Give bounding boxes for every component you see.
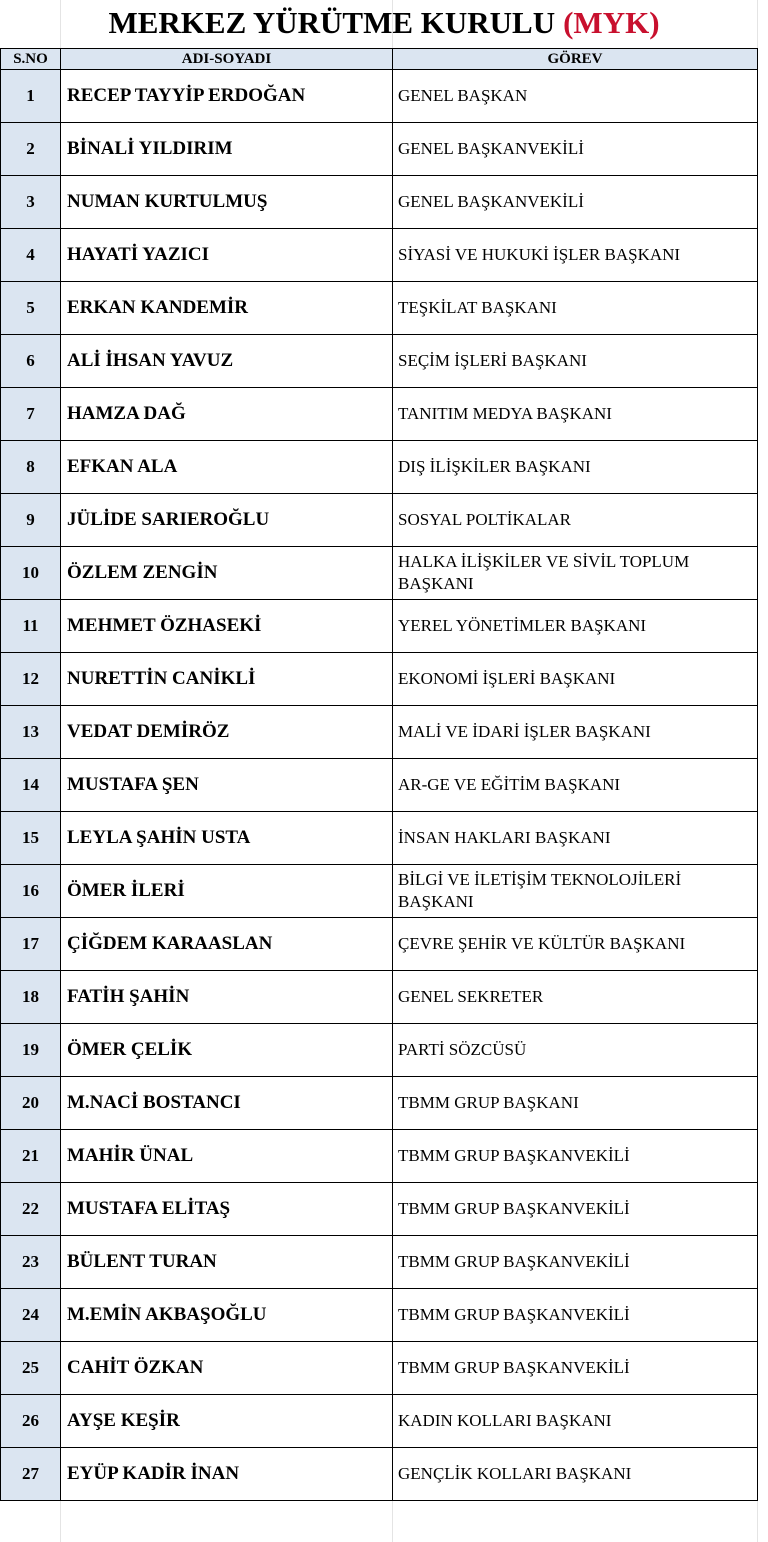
cell-duty[interactable]: BİLGİ VE İLETİŞİM TEKNOLOJİLERİ BAŞKANI: [393, 865, 758, 918]
table-row: [1, 70, 758, 123]
table-row: [1, 441, 758, 494]
cell-duty[interactable]: İNSAN HAKLARI BAŞKANI: [393, 812, 758, 865]
cell-name[interactable]: BİNALİ YILDIRIM: [61, 123, 393, 176]
table-row: [1, 1024, 758, 1077]
cell-name[interactable]: FATİH ŞAHİN: [61, 971, 393, 1024]
header-duty[interactable]: GÖREV: [393, 49, 758, 70]
table-row: [1, 123, 758, 176]
table-row: [1, 653, 758, 706]
cell-duty[interactable]: TBMM GRUP BAŞKANVEKİLİ: [393, 1183, 758, 1236]
cell-duty[interactable]: HALKA İLİŞKİLER VE SİVİL TOPLUM BAŞKANI: [393, 547, 758, 600]
cell-name[interactable]: JÜLİDE SARIEROĞLU: [61, 494, 393, 547]
members-table: [0, 48, 758, 1501]
cell-name[interactable]: ÖZLEM ZENGİN: [61, 547, 393, 600]
table-row: [1, 1448, 758, 1501]
cell-no[interactable]: 21: [1, 1130, 61, 1183]
cell-no[interactable]: 1: [1, 70, 61, 123]
cell-no[interactable]: 11: [1, 600, 61, 653]
cell-duty[interactable]: GENEL SEKRETER: [393, 971, 758, 1024]
cell-duty[interactable]: AR-GE VE EĞİTİM BAŞKANI: [393, 759, 758, 812]
table-row: [1, 918, 758, 971]
cell-duty[interactable]: TBMM GRUP BAŞKANVEKİLİ: [393, 1289, 758, 1342]
cell-duty[interactable]: TBMM GRUP BAŞKANVEKİLİ: [393, 1342, 758, 1395]
cell-no[interactable]: 8: [1, 441, 61, 494]
cell-duty[interactable]: GENEL BAŞKANVEKİLİ: [393, 176, 758, 229]
cell-duty[interactable]: DIŞ İLİŞKİLER BAŞKANI: [393, 441, 758, 494]
table-row: [1, 706, 758, 759]
cell-name[interactable]: NURETTİN CANİKLİ: [61, 653, 393, 706]
cell-no[interactable]: 20: [1, 1077, 61, 1130]
cell-no[interactable]: 26: [1, 1395, 61, 1448]
cell-name[interactable]: ERKAN KANDEMİR: [61, 282, 393, 335]
table-row: [1, 229, 758, 282]
cell-name[interactable]: ÇİĞDEM KARAASLAN: [61, 918, 393, 971]
cell-duty[interactable]: YEREL YÖNETİMLER BAŞKANI: [393, 600, 758, 653]
cell-duty[interactable]: EKONOMİ İŞLERİ BAŞKANI: [393, 653, 758, 706]
cell-no[interactable]: 5: [1, 282, 61, 335]
cell-no[interactable]: 27: [1, 1448, 61, 1501]
cell-name[interactable]: MUSTAFA ELİTAŞ: [61, 1183, 393, 1236]
cell-no[interactable]: 16: [1, 865, 61, 918]
table-row: [1, 282, 758, 335]
cell-no[interactable]: 6: [1, 335, 61, 388]
cell-no[interactable]: 25: [1, 1342, 61, 1395]
cell-duty[interactable]: KADIN KOLLARI BAŞKANI: [393, 1395, 758, 1448]
table-row: [1, 547, 758, 600]
cell-no[interactable]: 3: [1, 176, 61, 229]
table-row: [1, 494, 758, 547]
cell-no[interactable]: 10: [1, 547, 61, 600]
table-row: [1, 1183, 758, 1236]
table-row: [1, 1395, 758, 1448]
page-title: [0, 0, 768, 46]
cell-name[interactable]: HAYATİ YAZICI: [61, 229, 393, 282]
cell-name[interactable]: MEHMET ÖZHASEKİ: [61, 600, 393, 653]
table-row: [1, 971, 758, 1024]
cell-name[interactable]: BÜLENT TURAN: [61, 1236, 393, 1289]
header-no[interactable]: S.NO: [1, 49, 61, 70]
cell-name[interactable]: EYÜP KADİR İNAN: [61, 1448, 393, 1501]
title-main: MERKEZ YÜRÜTME KURULU: [108, 5, 556, 40]
cell-name[interactable]: VEDAT DEMİRÖZ: [61, 706, 393, 759]
cell-duty[interactable]: SOSYAL POLTİKALAR: [393, 494, 758, 547]
cell-name[interactable]: ÖMER ÇELİK: [61, 1024, 393, 1077]
table-row: [1, 1289, 758, 1342]
table-row: [1, 812, 758, 865]
cell-no[interactable]: 17: [1, 918, 61, 971]
table-row: [1, 1342, 758, 1395]
cell-duty[interactable]: TBMM GRUP BAŞKANI: [393, 1077, 758, 1130]
cell-duty[interactable]: MALİ VE İDARİ İŞLER BAŞKANI: [393, 706, 758, 759]
cell-no[interactable]: 24: [1, 1289, 61, 1342]
cell-no[interactable]: 2: [1, 123, 61, 176]
cell-no[interactable]: 14: [1, 759, 61, 812]
cell-name[interactable]: RECEP TAYYİP ERDOĞAN: [61, 70, 393, 123]
cell-no[interactable]: 19: [1, 1024, 61, 1077]
cell-name[interactable]: HAMZA DAĞ: [61, 388, 393, 441]
cell-duty[interactable]: ÇEVRE ŞEHİR VE KÜLTÜR BAŞKANI: [393, 918, 758, 971]
cell-no[interactable]: 13: [1, 706, 61, 759]
cell-no[interactable]: 18: [1, 971, 61, 1024]
table-row: [1, 865, 758, 918]
cell-no[interactable]: 7: [1, 388, 61, 441]
table-row: [1, 600, 758, 653]
table-row: [1, 176, 758, 229]
cell-name[interactable]: M.EMİN AKBAŞOĞLU: [61, 1289, 393, 1342]
cell-no[interactable]: 9: [1, 494, 61, 547]
cell-duty[interactable]: SEÇİM İŞLERİ BAŞKANI: [393, 335, 758, 388]
table-header-row: [1, 49, 758, 70]
cell-name[interactable]: MUSTAFA ŞEN: [61, 759, 393, 812]
table-row: [1, 759, 758, 812]
header-name[interactable]: ADI-SOYADI: [61, 49, 393, 70]
table-row: [1, 1130, 758, 1183]
cell-duty[interactable]: TANITIM MEDYA BAŞKANI: [393, 388, 758, 441]
cell-duty[interactable]: GENÇLİK KOLLARI BAŞKANI: [393, 1448, 758, 1501]
cell-name[interactable]: AYŞE KEŞİR: [61, 1395, 393, 1448]
cell-name[interactable]: ÖMER İLERİ: [61, 865, 393, 918]
table-row: [1, 1236, 758, 1289]
cell-name[interactable]: MAHİR ÜNAL: [61, 1130, 393, 1183]
cell-duty[interactable]: TBMM GRUP BAŞKANVEKİLİ: [393, 1130, 758, 1183]
cell-no[interactable]: 23: [1, 1236, 61, 1289]
cell-no[interactable]: 22: [1, 1183, 61, 1236]
cell-duty[interactable]: PARTİ SÖZCÜSÜ: [393, 1024, 758, 1077]
table-row: [1, 388, 758, 441]
table-body: [1, 70, 758, 1501]
cell-no[interactable]: 15: [1, 812, 61, 865]
cell-duty[interactable]: GENEL BAŞKANVEKİLİ: [393, 123, 758, 176]
title-accent: (MYK): [563, 5, 660, 40]
table-row: [1, 335, 758, 388]
table-row: [1, 1077, 758, 1130]
cell-name[interactable]: ALİ İHSAN YAVUZ: [61, 335, 393, 388]
cell-duty[interactable]: TBMM GRUP BAŞKANVEKİLİ: [393, 1236, 758, 1289]
cell-no[interactable]: 12: [1, 653, 61, 706]
cell-name[interactable]: EFKAN ALA: [61, 441, 393, 494]
cell-name[interactable]: LEYLA ŞAHİN USTA: [61, 812, 393, 865]
cell-name[interactable]: CAHİT ÖZKAN: [61, 1342, 393, 1395]
cell-name[interactable]: M.NACİ BOSTANCI: [61, 1077, 393, 1130]
cell-no[interactable]: 4: [1, 229, 61, 282]
cell-duty[interactable]: GENEL BAŞKAN: [393, 70, 758, 123]
cell-duty[interactable]: SİYASİ VE HUKUKİ İŞLER BAŞKANI: [393, 229, 758, 282]
cell-duty[interactable]: TEŞKİLAT BAŞKANI: [393, 282, 758, 335]
cell-name[interactable]: NUMAN KURTULMUŞ: [61, 176, 393, 229]
